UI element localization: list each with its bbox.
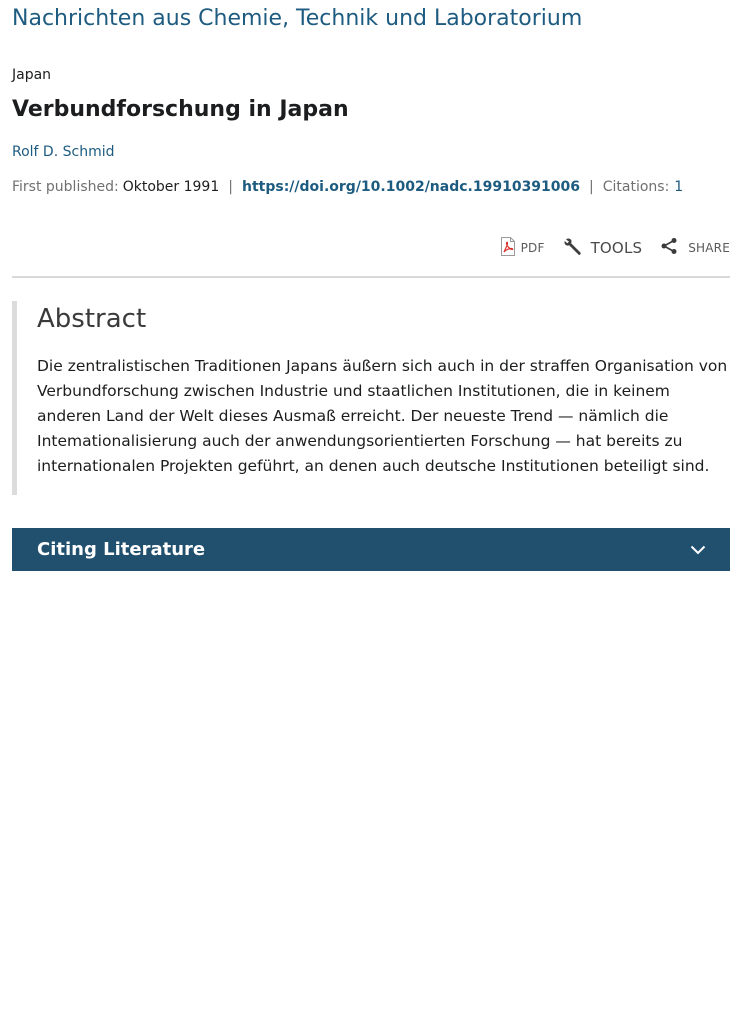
separator: |: [589, 179, 594, 195]
share-label: SHARE: [688, 241, 730, 255]
journal-title[interactable]: Nachrichten aus Chemie, Technik und Laboratorium: [12, 6, 583, 31]
share-icon: [660, 237, 678, 259]
divider: [12, 276, 730, 278]
share-button[interactable]: [660, 237, 730, 259]
citations-label: Citations:: [602, 179, 670, 195]
first-published-label: First published:: [12, 179, 119, 195]
abstract-heading: Abstract: [37, 304, 147, 334]
wrench-icon: [563, 236, 583, 260]
citations-count-link[interactable]: 1: [674, 179, 684, 195]
doi-link[interactable]: https://doi.org/10.1002/nadc.19910391006: [241, 179, 581, 195]
tools-button[interactable]: [563, 236, 643, 260]
pdf-label: PDF: [520, 241, 545, 255]
abstract-text: Die zentralistischen Traditionen Japans äußern sich auch in der straffen Organisation von Verbundforschung zwischen Industrie und staatlichen Institutionen, die in keinem anderen Land der Welt dieses Ausmaß erreicht. Der neueste Trend — nämlich die Intemationalisierung auch der anwendungsorientierten Forschung — hat bereits zu internationalen Projekten geführt, an denen auch deutsche Institutionen beteiligt sind.: [37, 357, 728, 475]
section-tag: Japan: [12, 67, 52, 83]
pdf-button[interactable]: [500, 237, 545, 260]
citing-literature-label: Citing Literature: [37, 539, 206, 560]
article-title: Verbundforschung in Japan: [12, 97, 349, 122]
author-link[interactable]: Rolf D. Schmid: [12, 144, 115, 160]
tools-label: TOOLS: [590, 239, 643, 257]
publication-info: [12, 179, 683, 195]
article-toolbar: [500, 236, 730, 260]
first-published-date: Oktober 1991: [122, 179, 220, 195]
pdf-file-icon: [500, 237, 516, 260]
abstract-section: [12, 301, 730, 495]
citing-literature-toggle[interactable]: [12, 528, 730, 571]
chevron-down-icon: [690, 545, 706, 555]
separator: |: [228, 179, 233, 195]
